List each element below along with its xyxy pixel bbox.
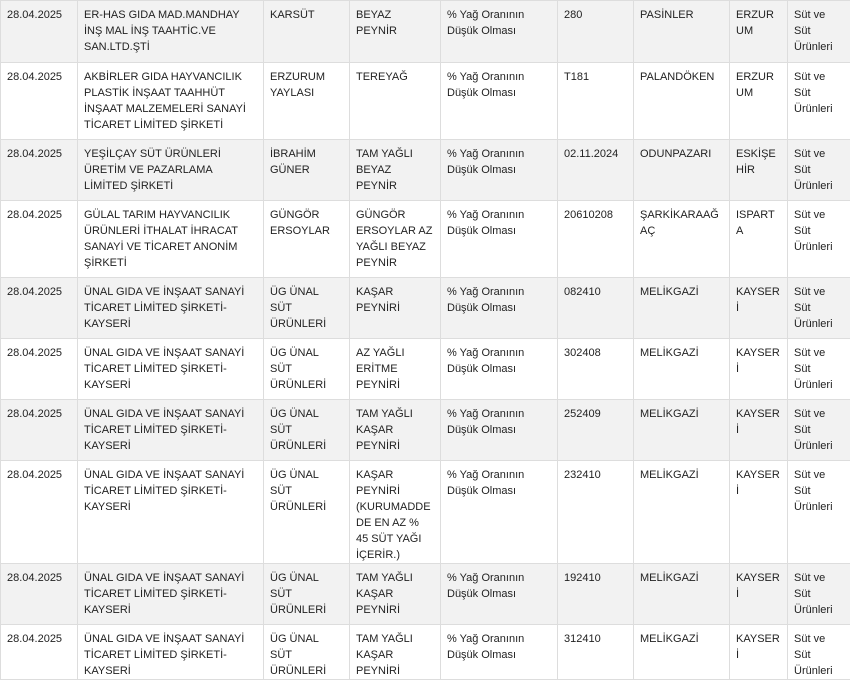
cell-lot: 312410 — [558, 625, 634, 680]
cell-lot: 280 — [558, 1, 634, 63]
cell-lot: T181 — [558, 63, 634, 140]
cell-group: Süt ve Süt Ürünleri — [788, 400, 850, 461]
cell-issue: % Yağ Oranının Düşük Olması — [441, 461, 558, 564]
cell-issue: % Yağ Oranının Düşük Olması — [441, 400, 558, 461]
cell-issue: % Yağ Oranının Düşük Olması — [441, 278, 558, 339]
cell-date: 28.04.2025 — [1, 339, 78, 400]
cell-company: ÜNAL GIDA VE İNŞAAT SANAYİ TİCARET LİMİTED ŞİRKETİ-KAYSERİ — [78, 625, 264, 680]
cell-date: 28.04.2025 — [1, 625, 78, 680]
cell-date: 28.04.2025 — [1, 201, 78, 278]
cell-date: 28.04.2025 — [1, 63, 78, 140]
cell-lot: 232410 — [558, 461, 634, 564]
cell-group: Süt ve Süt Ürünleri — [788, 625, 850, 680]
cell-group: Süt ve Süt Ürünleri — [788, 461, 850, 564]
cell-product: TEREYAĞ — [350, 63, 441, 140]
cell-district: PASİNLER — [634, 1, 730, 63]
table-row — [1, 461, 850, 564]
cell-city: KAYSERİ — [730, 625, 788, 680]
cell-issue: % Yağ Oranının Düşük Olması — [441, 625, 558, 680]
cell-district: MELİKGAZİ — [634, 278, 730, 339]
cell-brand: GÜNGÖR ERSOYLAR — [264, 201, 350, 278]
cell-product: TAM YAĞLI KAŞAR PEYNİRİ — [350, 400, 441, 461]
cell-brand: KARSÜT — [264, 1, 350, 63]
cell-group: Süt ve Süt Ürünleri — [788, 140, 850, 201]
cell-group: Süt ve Süt Ürünleri — [788, 63, 850, 140]
cell-lot: 20610208 — [558, 201, 634, 278]
cell-district: MELİKGAZİ — [634, 400, 730, 461]
cell-district: ŞARKİKARAAĞAÇ — [634, 201, 730, 278]
cell-product: TAM YAĞLI KAŞAR PEYNİRİ — [350, 564, 441, 625]
cell-company: ÜNAL GIDA VE İNŞAAT SANAYİ TİCARET LİMİTED ŞİRKETİ-KAYSERİ — [78, 461, 264, 564]
cell-issue: % Yağ Oranının Düşük Olması — [441, 140, 558, 201]
cell-product: TAM YAĞLI KAŞAR PEYNİRİ — [350, 625, 441, 680]
cell-issue: % Yağ Oranının Düşük Olması — [441, 63, 558, 140]
cell-district: MELİKGAZİ — [634, 625, 730, 680]
cell-city: ESKİŞEHİR — [730, 140, 788, 201]
cell-company: ER-HAS GIDA MAD.MANDHAY İNŞ MAL İNŞ TAAHTİC.VE SAN.LTD.ŞTİ — [78, 1, 264, 63]
cell-product: BEYAZ PEYNİR — [350, 1, 441, 63]
cell-brand: ÜG ÜNAL SÜT ÜRÜNLERİ — [264, 625, 350, 680]
cell-product: KAŞAR PEYNİRİ — [350, 278, 441, 339]
cell-date: 28.04.2025 — [1, 278, 78, 339]
cell-group: Süt ve Süt Ürünleri — [788, 564, 850, 625]
cell-group: Süt ve Süt Ürünleri — [788, 339, 850, 400]
cell-product: TAM YAĞLI BEYAZ PEYNİR — [350, 140, 441, 201]
cell-brand: ERZURUM YAYLASI — [264, 63, 350, 140]
cell-group: Süt ve Süt Ürünleri — [788, 1, 850, 63]
cell-issue: % Yağ Oranının Düşük Olması — [441, 1, 558, 63]
cell-brand: ÜG ÜNAL SÜT ÜRÜNLERİ — [264, 400, 350, 461]
table-row — [1, 564, 850, 625]
table-row — [1, 63, 850, 140]
cell-district: PALANDÖKEN — [634, 63, 730, 140]
cell-city: KAYSERİ — [730, 461, 788, 564]
cell-product: AZ YAĞLI ERİTME PEYNİRİ — [350, 339, 441, 400]
table-row — [1, 140, 850, 201]
cell-company: AKBİRLER GIDA HAYVANCILIK PLASTİK İNŞAAT TAAHHÜT İNŞAAT MALZEMELERİ SANAYİ TİCARET LİMİTED ŞİRKETİ — [78, 63, 264, 140]
cell-company: GÜLAL TARIM HAYVANCILIK ÜRÜNLERİ İTHALAT İHRACAT SANAYİ VE TİCARET ANONİM ŞİRKETİ — [78, 201, 264, 278]
cell-brand: ÜG ÜNAL SÜT ÜRÜNLERİ — [264, 339, 350, 400]
cell-lot: 082410 — [558, 278, 634, 339]
cell-district: MELİKGAZİ — [634, 339, 730, 400]
cell-group: Süt ve Süt Ürünleri — [788, 278, 850, 339]
cell-city: KAYSERİ — [730, 400, 788, 461]
cell-issue: % Yağ Oranının Düşük Olması — [441, 564, 558, 625]
table-row — [1, 278, 850, 339]
cell-district: MELİKGAZİ — [634, 564, 730, 625]
cell-city: KAYSERİ — [730, 278, 788, 339]
cell-date: 28.04.2025 — [1, 1, 78, 63]
table-row — [1, 625, 850, 680]
cell-city: ISPARTA — [730, 201, 788, 278]
cell-product: GÜNGÖR ERSOYLAR AZ YAĞLI BEYAZ PEYNİR — [350, 201, 441, 278]
cell-brand: ÜG ÜNAL SÜT ÜRÜNLERİ — [264, 278, 350, 339]
cell-company: ÜNAL GIDA VE İNŞAAT SANAYİ TİCARET LİMİTED ŞİRKETİ-KAYSERİ — [78, 564, 264, 625]
cell-brand: ÜG ÜNAL SÜT ÜRÜNLERİ — [264, 461, 350, 564]
cell-city: ERZURUM — [730, 63, 788, 140]
table-row — [1, 201, 850, 278]
table-row — [1, 339, 850, 400]
cell-date: 28.04.2025 — [1, 564, 78, 625]
cell-brand: ÜG ÜNAL SÜT ÜRÜNLERİ — [264, 564, 350, 625]
cell-lot: 192410 — [558, 564, 634, 625]
table-row — [1, 1, 850, 63]
table-row — [1, 400, 850, 461]
cell-company: ÜNAL GIDA VE İNŞAAT SANAYİ TİCARET LİMİTED ŞİRKETİ-KAYSERİ — [78, 278, 264, 339]
cell-city: ERZURUM — [730, 1, 788, 63]
cell-lot: 302408 — [558, 339, 634, 400]
cell-lot: 252409 — [558, 400, 634, 461]
cell-issue: % Yağ Oranının Düşük Olması — [441, 201, 558, 278]
cell-date: 28.04.2025 — [1, 140, 78, 201]
cell-district: MELİKGAZİ — [634, 461, 730, 564]
cell-district: ODUNPAZARI — [634, 140, 730, 201]
cell-city: KAYSERİ — [730, 339, 788, 400]
cell-brand: İBRAHİM GÜNER — [264, 140, 350, 201]
cell-date: 28.04.2025 — [1, 400, 78, 461]
cell-date: 28.04.2025 — [1, 461, 78, 564]
cell-lot: 02.11.2024 — [558, 140, 634, 201]
cell-company: ÜNAL GIDA VE İNŞAAT SANAYİ TİCARET LİMİTED ŞİRKETİ-KAYSERİ — [78, 400, 264, 461]
cell-product: KAŞAR PEYNİRİ (KURUMADDEDE EN AZ % 45 SÜT YAĞI İÇERİR.) — [350, 461, 441, 564]
cell-company: YEŞİLÇAY SÜT ÜRÜNLERİ ÜRETİM VE PAZARLAMA LİMİTED ŞİRKETİ — [78, 140, 264, 201]
cell-group: Süt ve Süt Ürünleri — [788, 201, 850, 278]
cell-city: KAYSERİ — [730, 564, 788, 625]
cell-company: ÜNAL GIDA VE İNŞAAT SANAYİ TİCARET LİMİTED ŞİRKETİ-KAYSERİ — [78, 339, 264, 400]
cell-issue: % Yağ Oranının Düşük Olması — [441, 339, 558, 400]
